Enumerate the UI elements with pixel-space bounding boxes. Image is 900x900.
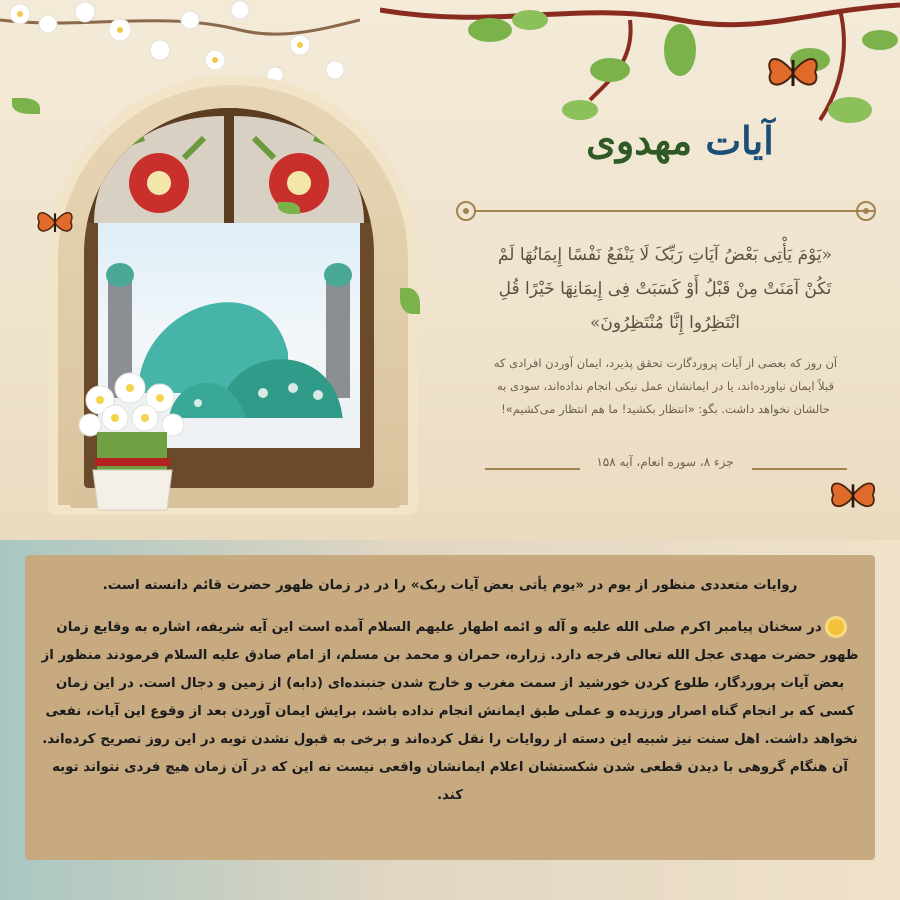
butterfly-icon [35, 202, 75, 242]
title-word-ayat: آیات [705, 118, 774, 163]
butterfly-icon [765, 50, 821, 94]
leaf-icon [12, 98, 40, 114]
ornament-left-icon [452, 198, 480, 224]
title-divider [475, 210, 875, 212]
narcissus-flower-pot [75, 370, 190, 515]
commentary-paragraph-3: آن هنگام گروهی با دیدن قطعی شدن شکستشان اعلام ایمانشان واقعی نیست نه این که در آن زمان هیچ فردی نتواند توبه کند. [52, 760, 848, 803]
reference-divider-left [485, 468, 580, 470]
sun-icon [828, 619, 844, 635]
verse-translation: آن روز که بعضی از آیات پروردگارت تحقق پذیرد، ایمان آوردن افرادی که قبلاً ایمان نیاورده‌اند، یا در ایمانشان عمل نیکی انجام نداده‌اند، سودی به حالشان نخواهد داشت. بگو: «انتظار بکشید! ما هم انتظار می‌کشیم»! [493, 356, 838, 416]
flower-cluster-decoration [0, 0, 360, 95]
verse-reference: جزء ۸، سوره انعام، آیه ۱۵۸ [596, 455, 734, 469]
poster-title [555, 118, 805, 188]
ornament-right-icon [852, 198, 880, 224]
commentary-text [40, 572, 860, 810]
commentary-paragraph-2: در سخنان پیامبر اکرم صلی الله علیه و آله و ائمه اطهار علیهم السلام آمده است این آیه شریفه، اشاره به وقایع زمان ظهور حضرت مهدی عجل الله تعالی فرجه دارد. زراره، حمران و محمد بن مسلم، از امام صادق علیه السلام فرمودند منظور از بعض آیات پروردگار، طلوع کردن خورشید از سمت مغرب و خارج شدن جنبنده‌ای (دابه) از زمین و دجال است. در این زمان کسی که بر انجام گناه اصرار ورزیده و عملی طبق ایمانش انجام نداده باشد، برایش ایمان آوردن بعد از وقوع این آیات، نفعی نخواهد داشت. اهل سنت نیز شبیه این دسته از روایات را نقل کرده‌اند و برخی به قبول نشدن توبه در این روز تصریح کرده‌اند. [41, 620, 859, 747]
stained-glass [84, 108, 374, 223]
butterfly-icon [828, 470, 878, 520]
quran-verse: «یَوْمَ یَأْتِی بَعْضُ آیَاتِ رَبِّکَ لَا یَنْفَعُ نَفْسًا إِیمَانُهَا لَمْ تَکُنْ آمَنَتْ مِنْ قَبْلُ أَوْ کَسَبَتْ فِی إِیمَانِهَا خَیْرًا قُلِ انْتَظِرُوا إِنَّا مُنْتَظِرُونَ» [497, 245, 833, 333]
commentary-paragraph-1: روایات متعددی منظور از یوم در «یوم یأتی بعض آیات ربک» را در در زمان ظهور حضرت قائم دانسته است. [102, 578, 798, 593]
title-word-mahdavi: مهدوی [586, 118, 693, 163]
